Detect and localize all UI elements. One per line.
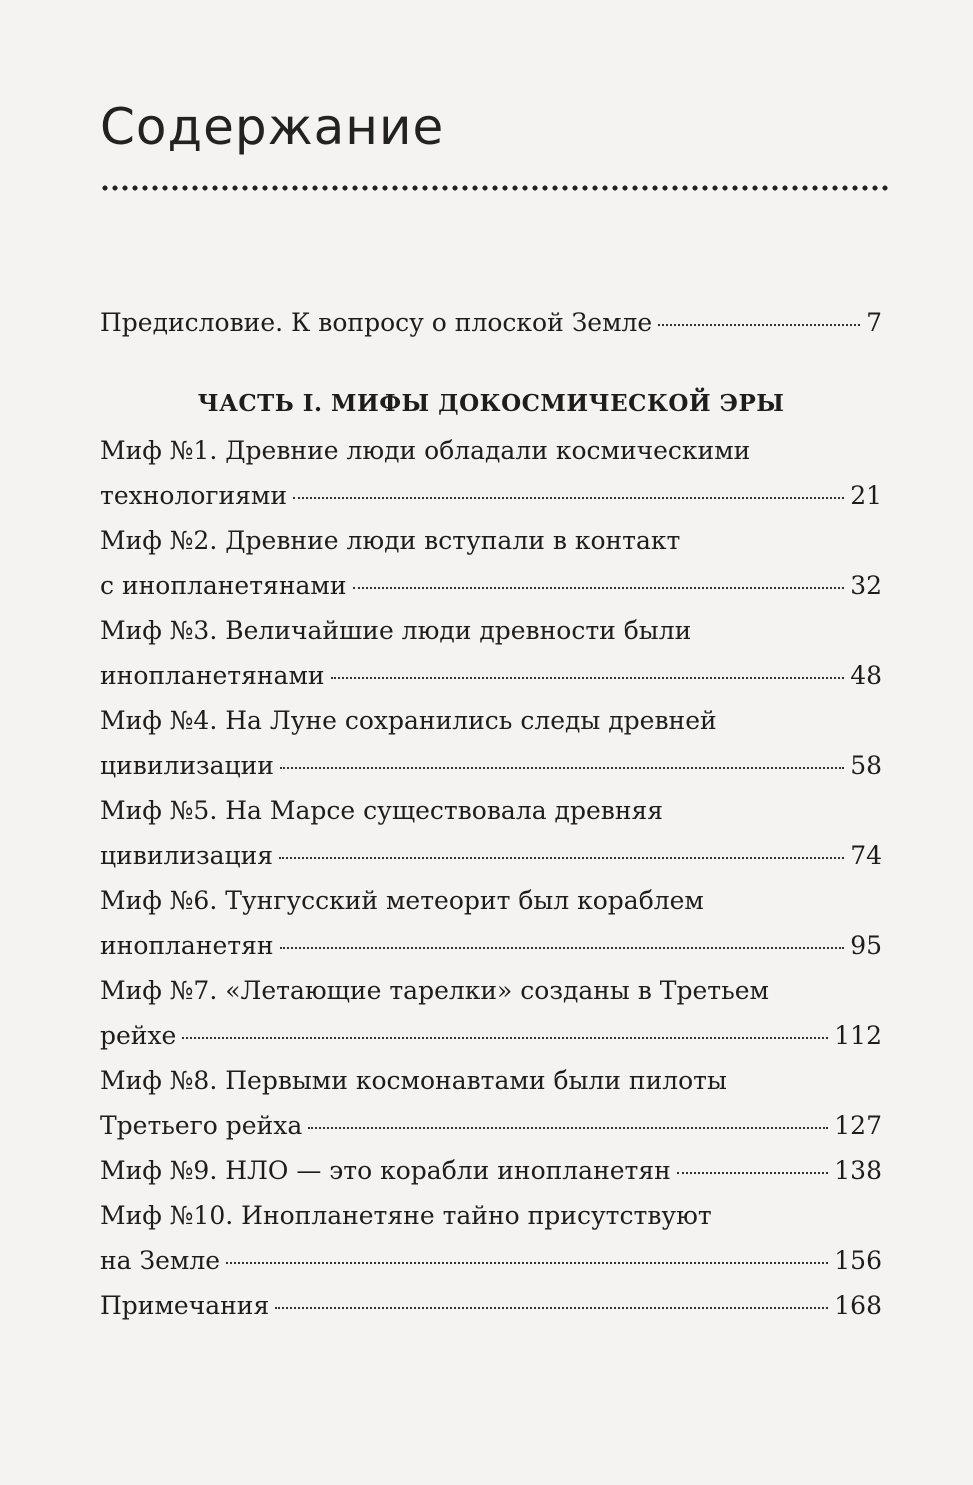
- dot-leader: [658, 324, 860, 326]
- dot-leader: [275, 1307, 828, 1309]
- toc-entries: [100, 428, 882, 1328]
- dot-leader: [331, 677, 845, 679]
- toc-page-number: 138: [834, 1156, 882, 1185]
- toc-entry-title: инопланетян: [100, 931, 274, 960]
- part-heading: ЧАСТЬ I. МИФЫ ДОКОСМИЧЕСКОЙ ЭРЫ: [197, 390, 785, 417]
- dot-leader: [226, 1262, 828, 1264]
- toc-entry-title: инопланетянами: [100, 661, 325, 690]
- toc-entry-last-line: [100, 1013, 882, 1058]
- dotted-divider: [100, 184, 890, 192]
- dot-leader: [279, 857, 844, 859]
- toc-page-number: 95: [850, 931, 882, 960]
- toc-entry[interactable]: [100, 968, 882, 1058]
- toc-page-number: 7: [866, 308, 882, 337]
- toc-entry[interactable]: [100, 1148, 882, 1193]
- toc-entry[interactable]: [100, 608, 882, 698]
- toc-page-number: 127: [834, 1111, 882, 1140]
- toc-entry-first-line: Миф №1. Древние люди обладали космическими: [100, 436, 751, 465]
- toc-page-number: 168: [834, 1291, 882, 1320]
- toc-entry[interactable]: [100, 1193, 882, 1283]
- toc-entry-first-line: Миф №4. На Луне сохранились следы древней: [100, 706, 717, 735]
- toc-entry-first-line: Миф №5. На Марсе существовала древняя: [100, 796, 664, 825]
- toc-entry[interactable]: [100, 788, 882, 878]
- toc-entry-last-line: [100, 1148, 882, 1193]
- toc-entry-first-line: Миф №10. Инопланетяне тайно присутствуют: [100, 1201, 712, 1230]
- toc-entry[interactable]: [100, 1058, 882, 1148]
- toc-entry-last-line: [100, 1238, 882, 1283]
- toc-page-number: 58: [850, 751, 882, 780]
- toc-entry-preface[interactable]: [100, 300, 882, 345]
- toc-entry[interactable]: [100, 878, 882, 968]
- toc-entry-first-line: Миф №2. Древние люди вступали в контакт: [100, 526, 681, 555]
- dot-leader: [677, 1172, 828, 1174]
- page-title: Содержание: [100, 98, 445, 156]
- toc-page-number: 74: [850, 841, 882, 870]
- toc-entry[interactable]: [100, 698, 882, 788]
- dot-leader: [182, 1037, 828, 1039]
- dot-leader: [280, 947, 845, 949]
- toc-entry-first-line: Миф №6. Тунгусский метеорит был кораблем: [100, 886, 704, 915]
- toc-entry-last-line: [100, 833, 882, 878]
- dot-leader: [308, 1127, 828, 1129]
- toc-page-number: 32: [850, 571, 882, 600]
- toc-entry-last-line: [100, 653, 882, 698]
- dot-leader: [353, 587, 845, 589]
- toc-entry-last-line: [100, 563, 882, 608]
- toc-entry-last-line: [100, 743, 882, 788]
- toc-entry-last-line: [100, 1283, 882, 1328]
- toc-entry-last-line: [100, 923, 882, 968]
- toc-entry-title: Примечания: [100, 1291, 270, 1320]
- table-of-contents: [100, 300, 882, 1328]
- toc-page-number: 21: [850, 481, 882, 510]
- toc-entry-title: рейхе: [100, 1021, 177, 1050]
- toc-entry-title: технологиями: [100, 481, 288, 510]
- toc-entry[interactable]: [100, 518, 882, 608]
- toc-page-number: 156: [834, 1246, 882, 1275]
- dot-leader: [293, 497, 844, 499]
- toc-entry-first-line: Миф №3. Величайшие люди древности были: [100, 616, 692, 645]
- toc-entry-title: на Земле: [100, 1246, 221, 1275]
- toc-entry-first-line: Миф №8. Первыми космонавтами были пилоты: [100, 1066, 727, 1095]
- toc-page-number: 48: [850, 661, 882, 690]
- toc-entry[interactable]: [100, 1283, 882, 1328]
- toc-entry-last-line: [100, 1103, 882, 1148]
- toc-entry-last-line: [100, 473, 882, 518]
- toc-entry-first-line: Миф №7. «Летающие тарелки» созданы в Третьем: [100, 976, 769, 1005]
- toc-entry-title: цивилизация: [100, 841, 274, 870]
- toc-page-number: 112: [834, 1021, 882, 1050]
- toc-entry-title: Третьего рейха: [100, 1111, 303, 1140]
- toc-entry-title: Предисловие. К вопросу о плоской Земле: [100, 308, 653, 337]
- toc-entry[interactable]: [100, 428, 882, 518]
- toc-entry-title: Миф №9. НЛО — это корабли инопланетян: [100, 1156, 671, 1185]
- toc-entry-last-line: [100, 300, 882, 345]
- dot-leader: [280, 767, 844, 769]
- toc-entry-title: цивилизации: [100, 751, 274, 780]
- toc-entry-title: с инопланетянами: [100, 571, 347, 600]
